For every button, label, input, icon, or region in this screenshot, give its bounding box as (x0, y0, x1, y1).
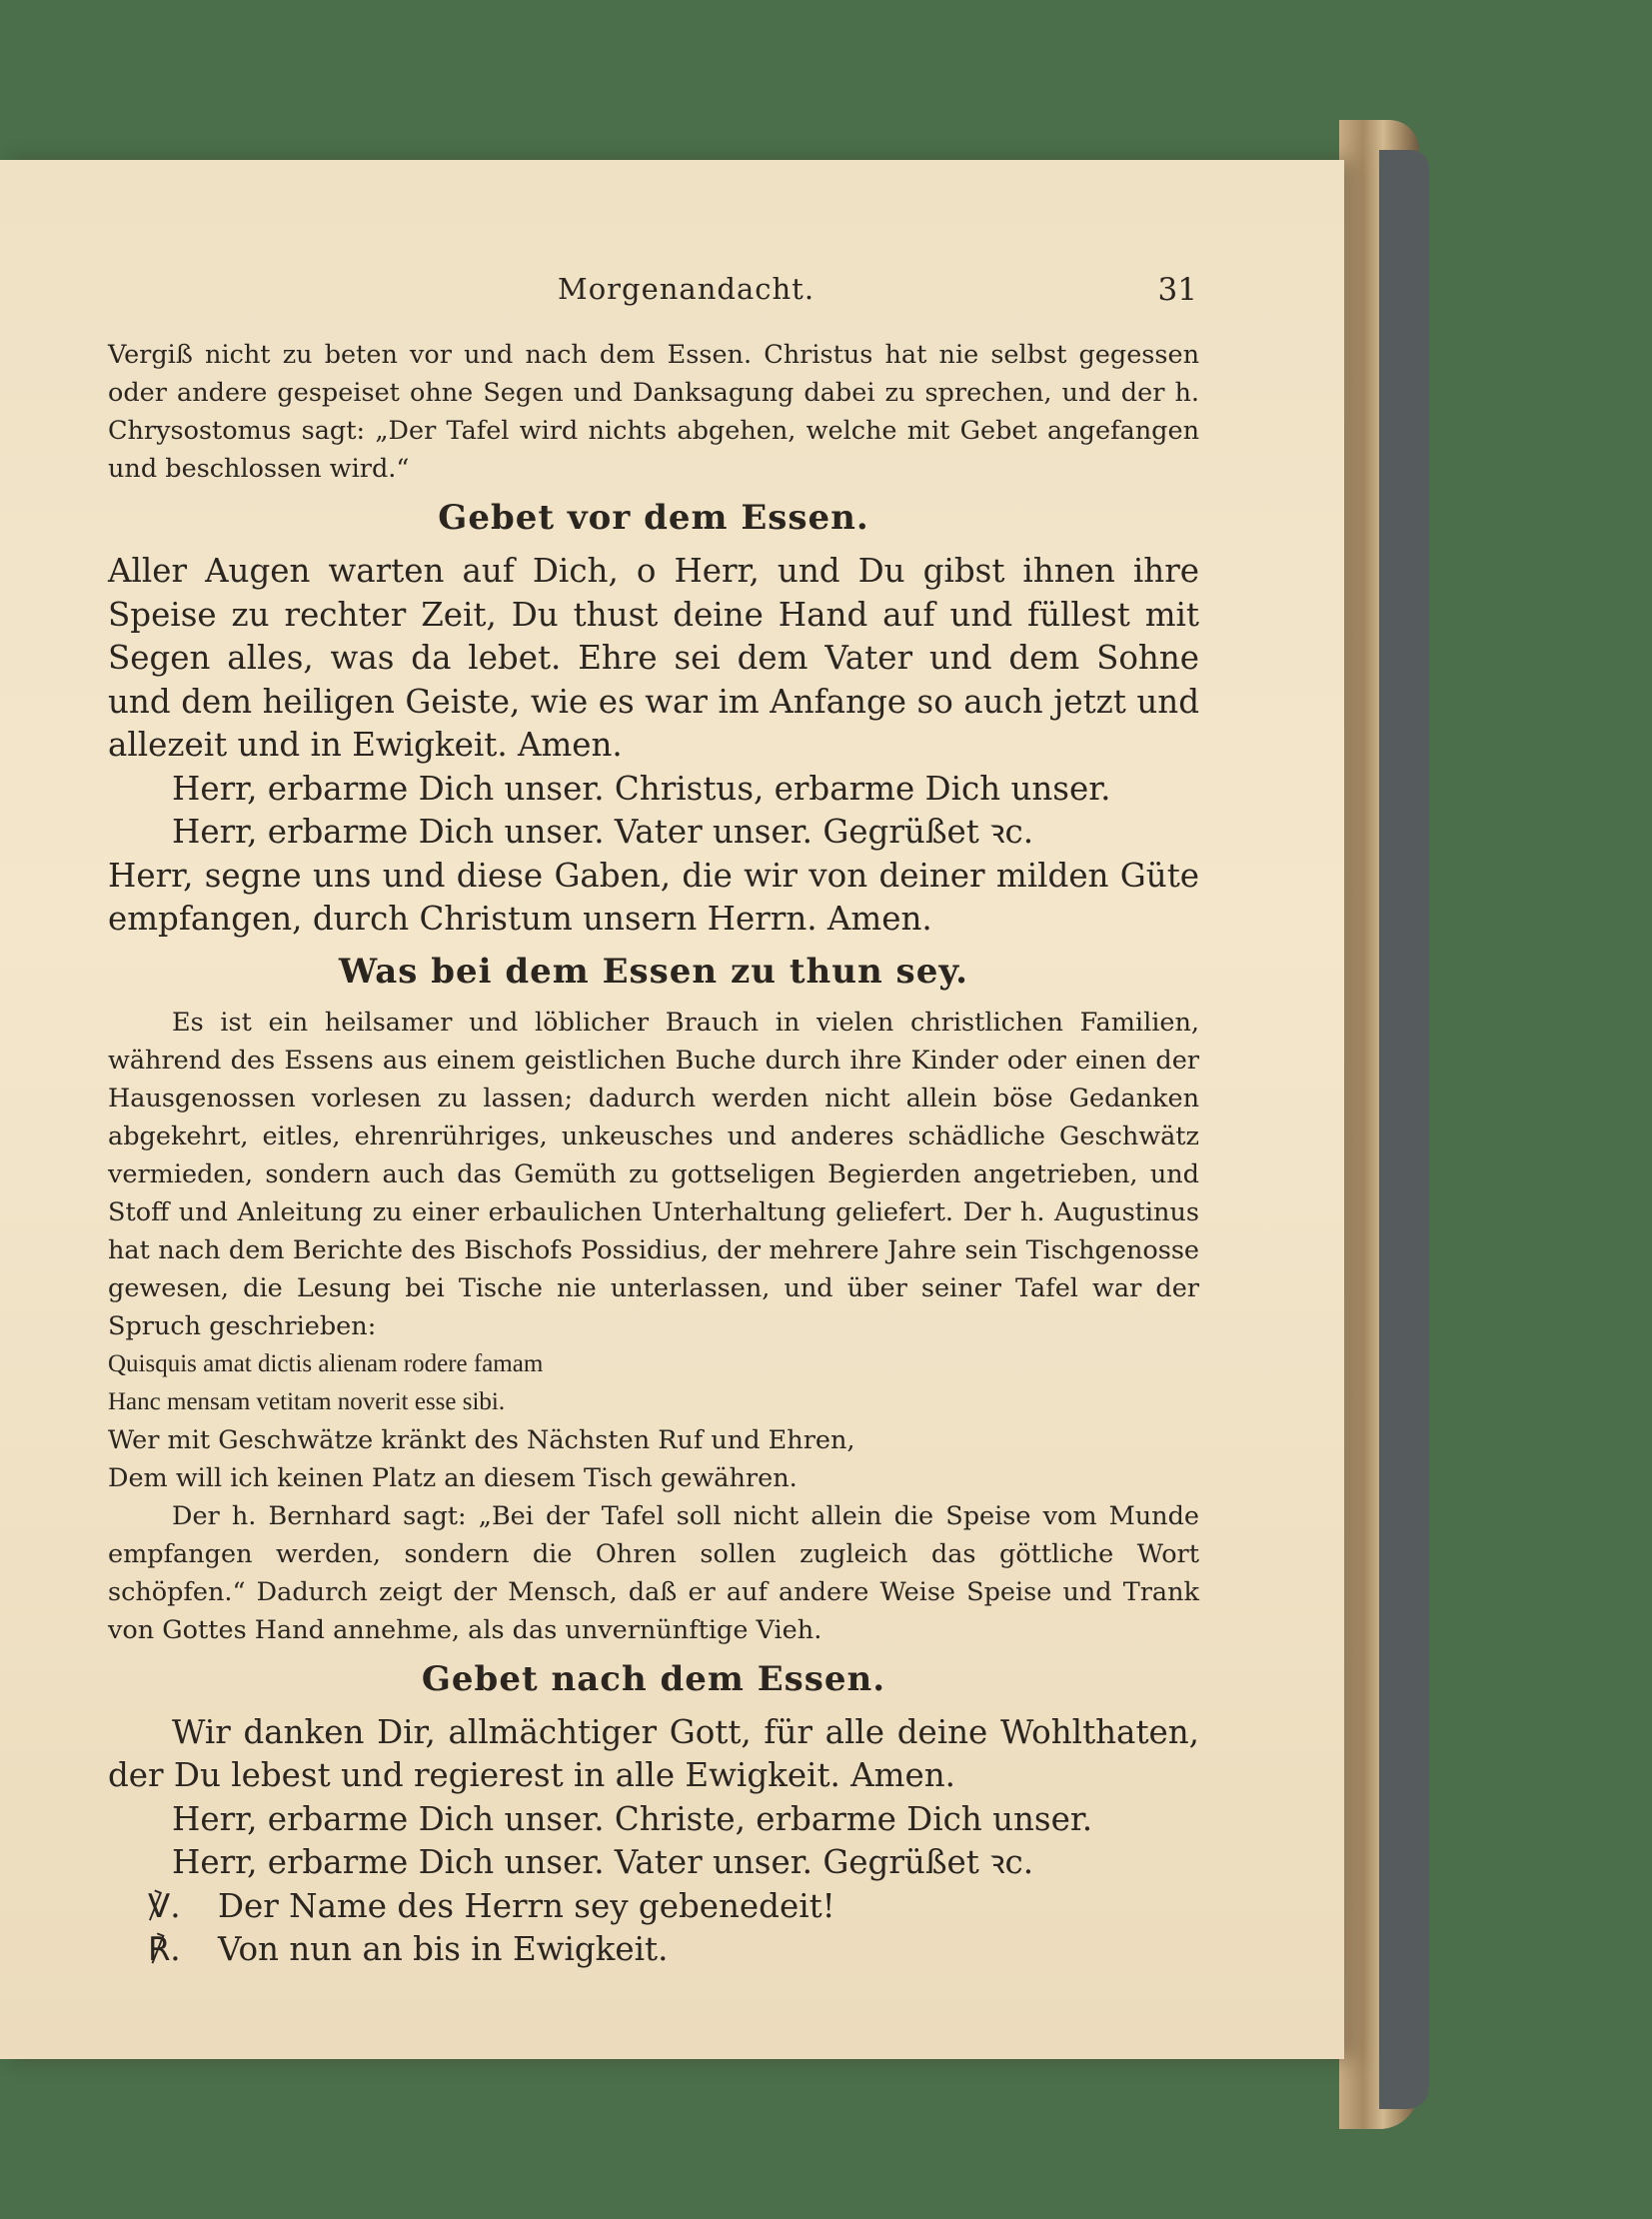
running-title: Morgenandacht. (558, 272, 816, 306)
during-meal-p1: Es ist ein heilsamer und löblicher Brauch in vielen christlichen Familien, während des Essens aus einem geistlichen Buche durch ihre Kinder oder einen der Hausgenossen vorlesen zu lassen; dadurch werden nicht allein böse Gedanken abgekehrt, eitles, ehrenrühriges, unkeusches und anderes schädliche Geschwätz vermieden, sondern auch das Gemüth zu gottseligen Begierden angetrieben, und Stoff und Anleitung zu einer erbaulichen Unterhaltung geliefert. Der h. Augustinus hat nach dem Berichte des Bischofs Possidius, der mehrere Jahre sein Tischgenosse gewesen, die Lesung bei Tische nie unterlassen, und über seiner Tafel war der Spruch geschrieben: (108, 1007, 1199, 1341)
during-meal-p2: Der h. Bernhard sagt: „Bei der Tafel soll nicht allein die Speise vom Munde empfangen werden, sondern die Ohren sollen zugleich das göttliche Wort schöpfen.“ Dadurch zeigt der Mensch, daß er auf andere Weise Speise und Trank von Gottes Hand annehme, als das unvernünftige Vieh. (108, 1500, 1199, 1645)
running-header (108, 272, 1199, 322)
book-cover-edge (1379, 150, 1429, 2109)
prayer-before-meal (108, 550, 1199, 942)
intro-block (108, 336, 1199, 488)
versicle-text: Der Name des Herrn sey gebenedeit! (218, 1886, 835, 1925)
heading-prayer-after-meal: Gebet nach dem Essen. (421, 1658, 886, 1699)
prayer-after-meal (108, 1711, 1199, 1972)
response-icon: ℟. (148, 1930, 181, 1968)
prayer-before-p2: Herr, erbarme Dich unser. Christus, erbarme Dich unser. (172, 769, 1111, 808)
german-verse-2: Dem will ich keinen Platz an diesem Tisch gewähren. (108, 1462, 798, 1493)
prayer-after-p3: Herr, erbarme Dich unser. Vater unser. Gegrüßet ꝛc. (172, 1843, 1034, 1881)
response-line (108, 1928, 1199, 1972)
latin-verse-1: Quisquis amat dictis alienam rodere famam (108, 1349, 544, 1377)
page-number: 31 (1157, 272, 1197, 308)
latin-verse-2: Hanc mensam vetitam noverit esse sibi. (108, 1387, 506, 1415)
prayer-before-p4: Herr, segne uns und diese Gaben, die wir von deiner milden Güte empfangen, durch Christum unsern Herrn. Amen. (108, 856, 1199, 938)
response-text: Von nun an bis in Ewigkeit. (218, 1930, 669, 1968)
prayer-before-p1: Aller Augen warten auf Dich, o Herr, und Du gibst ihnen ihre Speise zu rechter Zeit, Du thust deine Hand auf und füllest mit Segen alles, was da lebet. Ehre sei dem Vater und dem Sohne und dem heiligen Geiste, wie es war im Anfange so auch jetzt und allezeit und in Ewigkeit. Amen. (108, 552, 1199, 764)
versicle-icon: ℣. (148, 1886, 181, 1925)
versicle-line (108, 1885, 1199, 1929)
prayer-before-p3: Herr, erbarme Dich unser. Vater unser. Gegrüßet ꝛc. (172, 813, 1034, 851)
during-meal-block (108, 1004, 1199, 1649)
intro-paragraph: Vergiß nicht zu beten vor und nach dem Essen. Christus hat nie selbst gegessen oder andere gespeiset ohne Segen und Danksagung dabei zu sprechen, und der h. Chrysostomus sagt: „Der Tafel wird nichts abgehen, welche mit Gebet angefangen und beschlossen wird.“ (108, 340, 1199, 484)
prayer-after-p1: Wir danken Dir, allmächtiger Gott, für alle deine Wohlthaten, der Du lebest und regierest in alle Ewigkeit. Amen. (108, 1712, 1199, 1794)
page-content (108, 272, 1199, 1972)
german-verse-1: Wer mit Geschwätze kränkt des Nächsten Ruf und Ehren, (108, 1424, 855, 1455)
prayer-after-p2: Herr, erbarme Dich unser. Christe, erbarme Dich unser. (172, 1799, 1093, 1838)
heading-prayer-before-meal: Gebet vor dem Essen. (438, 498, 869, 538)
heading-during-meal: Was bei dem Essen zu thun sey. (338, 951, 969, 992)
book-page (0, 160, 1344, 2059)
